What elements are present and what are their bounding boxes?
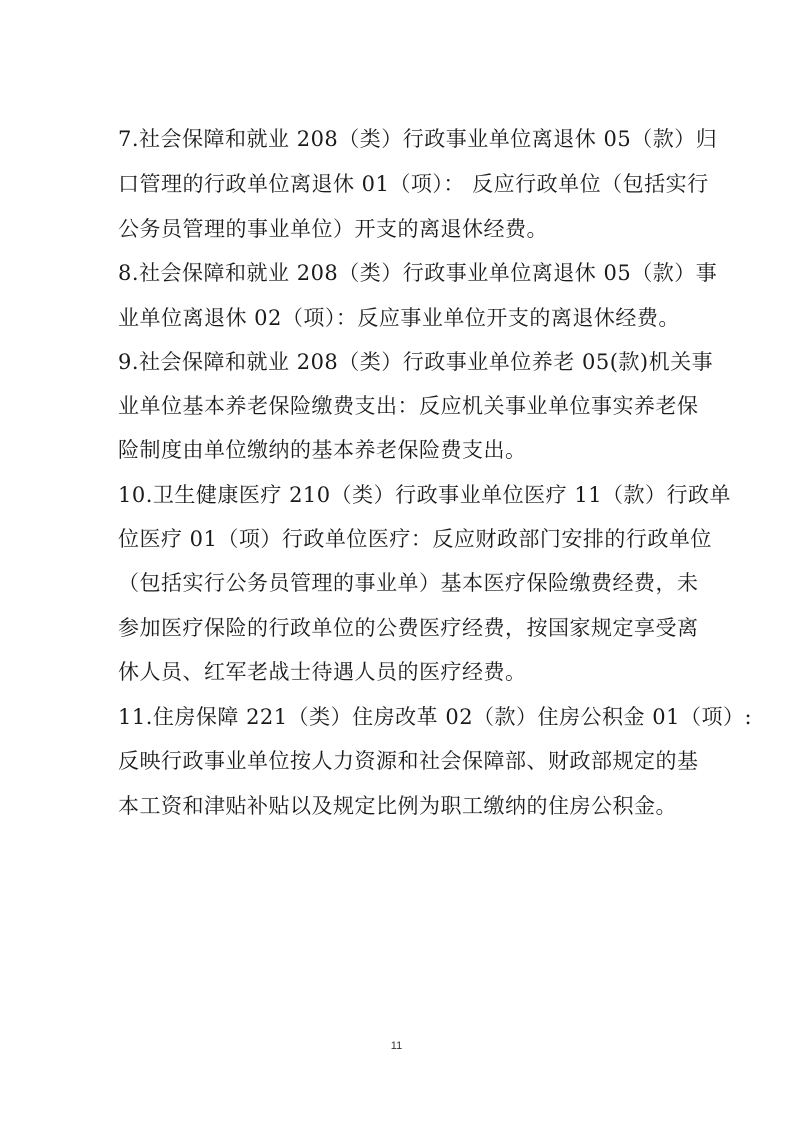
text-line: 9.社会保障和就业 208（类）行政事业单位养老 05(款)机关事 xyxy=(118,350,714,374)
text-line: （包括实行公务员管理的事业单）基本医疗保险缴费经费，未 xyxy=(118,571,699,595)
text-line: 口管理的行政单位离退休 01（项）： 反应行政单位（包括实行 xyxy=(118,172,709,196)
text-line: 公务员管理的事业单位）开支的离退休经费。 xyxy=(118,217,548,241)
text-line: 本工资和津贴补贴以及规定比例为职工缴纳的住房公积金。 xyxy=(118,794,677,818)
text-line: 反映行政事业单位按人力资源和社会保障部、财政部规定的基 xyxy=(118,749,699,773)
text-line: 7.社会保障和就业 208（类）行政事业单位离退休 05（款）归 xyxy=(118,127,718,151)
text-line: 业单位离退休 02（项）：反应事业单位开支的离退休经费。 xyxy=(118,306,680,330)
text-line: 休人员、红军老战士待遇人员的医疗经费。 xyxy=(118,660,527,684)
text-line: 8.社会保障和就业 208（类）行政事业单位离退休 05（款）事 xyxy=(118,261,718,285)
text-line: 位医疗 01（项）行政单位医疗：反应财政部门安排的行政单位 xyxy=(118,527,712,551)
text-line: 参加医疗保险的行政单位的公费医疗经费，按国家规定享受离 xyxy=(118,616,699,640)
text-line: 11.住房保障 221（类）住房改革 02（款）住房公积金 01（项）: xyxy=(118,705,753,729)
text-line: 业单位基本养老保险缴费支出：反应机关事业单位事实养老保 xyxy=(118,394,699,418)
text-line: 10.卫生健康医疗 210（类）行政事业单位医疗 11（款）行政单 xyxy=(118,483,732,507)
page-number: 11 xyxy=(390,1040,403,1052)
text-line: 险制度由单位缴纳的基本养老保险费支出。 xyxy=(118,438,527,462)
